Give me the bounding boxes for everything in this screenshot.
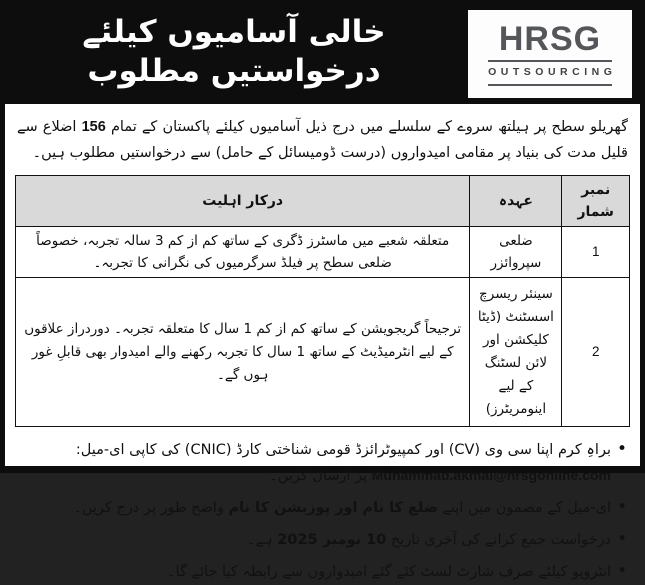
intro-paragraph bbox=[17, 114, 628, 166]
ad-body bbox=[5, 104, 640, 580]
row2-position: سینئر ریسرچ اسسٹنٹ (ڈیٹا کلیکشن اور لائن لسٹنگ کے لیے اینومریٹرز) bbox=[470, 278, 562, 427]
shortlist-notice-text: انٹرویو کیلئے صرف شارٹ لسٹ کئے گئے امیدواروں سے رابطہ کیا جائے گا۔ bbox=[167, 564, 611, 580]
bullet-email-subject bbox=[17, 496, 628, 521]
table-header-row bbox=[16, 176, 630, 227]
deadline-text-after: ہے۔ bbox=[247, 532, 273, 548]
bullet-apply-email bbox=[17, 438, 628, 489]
row1-qualification: متعلقہ شعبے میں ماسٹرز ڈگری کے ساتھ کم از کم 3 سالہ تجربہ، خصوصاً ضلعی سطح پر فیلڈ سرگرمیوں کی نگرانی کا تجربہ۔ bbox=[16, 227, 470, 278]
row1-serial: 1 bbox=[562, 227, 630, 278]
hrsg-logo-wordmark: HRSG bbox=[498, 20, 602, 59]
hrsg-logo-subtitle: OUTSOURCING bbox=[488, 66, 617, 79]
ad-title: خالی آسامیوں کیلئے درخواستیں مطلوب bbox=[82, 14, 386, 89]
table-row bbox=[16, 278, 630, 427]
subject-instruction-after: واضح طور پر درج کریں۔ bbox=[73, 500, 224, 516]
header-band bbox=[0, 0, 645, 104]
deadline-text-before: درخواست جمع کرانے کی آخری تاریخ bbox=[390, 532, 611, 548]
hrsg-logo bbox=[468, 10, 632, 98]
subject-instruction-before: ای-میل کے مضمون میں اپنے bbox=[442, 500, 611, 516]
row2-qualification: ترجیحاً گریجویشن کے ساتھ کم از کم 1 سال کا متعلقہ تجربہ۔ دوردراز علاقوں کے لیے انٹرمیڈیٹ کے ساتھ 1 سال کا تجربہ رکھنے والے امیدوار بھی قابلِ غور ہوں گے۔ bbox=[16, 278, 470, 427]
intro-text-before: گھریلو سطح پر ہیلتھ سروے کے سلسلے میں درج ذیل آسامیوں کیلئے پاکستان کے تمام bbox=[110, 119, 629, 135]
column-header-position: عہدہ bbox=[470, 176, 562, 227]
instructions-list bbox=[17, 438, 628, 585]
bullet-shortlist-notice bbox=[17, 560, 628, 585]
apply-instruction-after: پر ارسال کریں۔ bbox=[269, 468, 368, 484]
deadline-date: 10 نومبر 2025 bbox=[277, 532, 387, 548]
districts-count: 156 bbox=[81, 119, 106, 135]
column-header-serial: نمبر شمار bbox=[562, 176, 630, 227]
application-email-address: Muhammad.akmal@hrsgonline.com bbox=[371, 467, 611, 483]
row1-position: ضلعی سپروائزر bbox=[470, 227, 562, 278]
apply-instruction-text: براہِ کرم اپنا سی وی (CV) اور کمپیوٹرائزڈ قومی شناختی کارڈ (CNIC) کی کاپی ای-میل: bbox=[75, 442, 611, 458]
column-header-qualification: درکار اہلیت bbox=[16, 176, 470, 227]
bullet-deadline bbox=[17, 528, 628, 553]
intro-text-after: اضلاع سے قلیل مدت کی بنیاد پر مقامی امیدواروں (درست ڈومیسائل کے حامل) سے درخواستیں مطلوب ہیں۔ bbox=[17, 119, 628, 161]
logo-divider-top bbox=[488, 60, 612, 62]
table-row bbox=[16, 227, 630, 278]
positions-table bbox=[15, 175, 630, 427]
logo-divider-bottom bbox=[488, 84, 612, 86]
row2-serial: 2 bbox=[562, 278, 630, 427]
subject-instruction-bold: ضلع کا نام اور پوزیشن کا نام bbox=[228, 500, 438, 516]
